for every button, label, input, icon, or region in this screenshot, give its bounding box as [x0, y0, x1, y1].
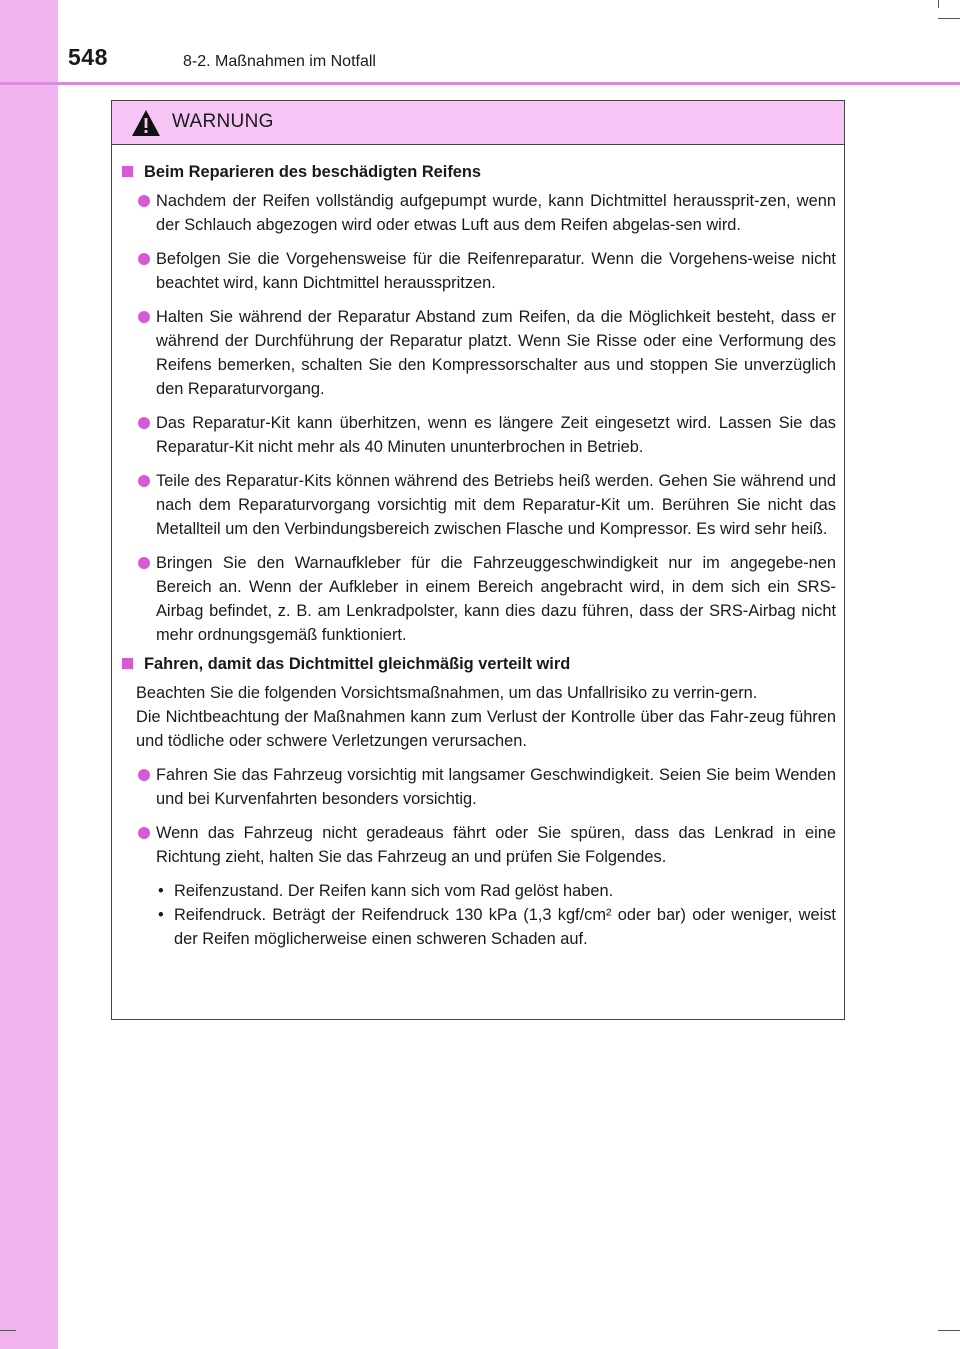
list-item-text: Wenn das Fahrzeug nicht geradeaus fährt oder Sie spüren, dass das Lenkrad in eine Richtung zieht, halten Sie das Fahrzeug an und prüfen Sie Folgendes.: [156, 824, 836, 866]
warning-header: [112, 101, 844, 145]
sub-list-item: [120, 903, 836, 951]
list-item: [120, 189, 836, 237]
section-title: 8-2. Maßnahmen im Notfall: [183, 53, 376, 70]
sub-list-item-text: Reifendruck. Beträgt der Reifendruck 130 kPa (1,3 kgf/cm² oder bar) oder weniger, weist der Reifen möglicherweise einen schweren Schaden auf.: [174, 906, 836, 948]
round-bullet-icon: [138, 195, 150, 207]
list-item-text: Fahren Sie das Fahrzeug vorsichtig mit langsamer Geschwindigkeit. Seien Sie beim Wenden und bei Kurvenfahrten besonders vorsichtig.: [156, 766, 836, 808]
sub-list-item-text: Reifenzustand. Der Reifen kann sich vom Rad gelöst haben.: [174, 882, 614, 900]
square-bullet-icon: [122, 166, 133, 177]
small-bullet-icon: •: [158, 906, 164, 924]
crop-mark: [938, 1330, 960, 1331]
list-item-text: Das Reparatur-Kit kann überhitzen, wenn es längere Zeit eingesetzt wird. Lassen Sie das Reparatur-Kit nicht mehr als 40 Minuten ununterbrochen in Betrieb.: [156, 414, 836, 456]
square-bullet-icon: [122, 658, 133, 669]
paragraph-text: Die Nichtbeachtung der Maßnahmen kann zum Verlust der Kontrolle über das Fahr-zeug führen und tödliche oder schwere Verletzungen verursachen.: [136, 708, 836, 750]
list-item-text: Bringen Sie den Warnaufkleber für die Fahrzeuggeschwindigkeit nur im angegebe-nen Bereich an. Wenn der Aufkleber in einem Bereich angebracht wird, in dem sich ein SRS-Airbag befindet, z. B. am Lenkradpolster, kann dies dazu führen, dass der SRS-Airbag nicht mehr ordnungsgemäß funktioniert.: [156, 554, 836, 644]
paragraph-text: Beachten Sie die folgenden Vorsichtsmaßnahmen, um das Unfallrisiko zu verrin-gern.: [136, 684, 758, 702]
crop-mark: [938, 0, 939, 8]
list-item: [120, 469, 836, 541]
section-heading: [120, 160, 836, 184]
warning-title: WARNUNG: [172, 111, 274, 132]
section-heading: [120, 652, 836, 676]
round-bullet-icon: [138, 417, 150, 429]
list-item-text: Nachdem der Reifen vollständig aufgepumpt wurde, kann Dichtmittel heraussprit-zen, wenn der Schlauch abgezogen wird oder etwas Luft aus dem Reifen abgelas-sen wird.: [156, 192, 836, 234]
round-bullet-icon: [138, 557, 150, 569]
paragraph: [120, 681, 836, 705]
header-rule: [0, 82, 960, 85]
section-heading-text: Fahren, damit das Dichtmittel gleichmäßig verteilt wird: [144, 655, 571, 673]
list-item-text: Halten Sie während der Reparatur Abstand zum Reifen, da die Möglichkeit besteht, dass er während der Durchführung der Reparatur platzt. Wenn Sie Risse oder eine Verformung des Reifens bemerken, schalten Sie den Kompressorschalter aus und stoppen Sie unverzüglich den Reparaturvorgang.: [156, 308, 836, 398]
round-bullet-icon: [138, 827, 150, 839]
round-bullet-icon: [138, 253, 150, 265]
small-bullet-icon: •: [158, 882, 164, 900]
round-bullet-icon: [138, 311, 150, 323]
list-item: [120, 763, 836, 811]
list-item: [120, 247, 836, 295]
crop-mark: [0, 1330, 16, 1331]
warning-box: [111, 100, 845, 1020]
section-heading-text: Beim Reparieren des beschädigten Reifens: [144, 163, 482, 181]
warning-body: [112, 145, 844, 951]
round-bullet-icon: [138, 769, 150, 781]
list-item: [120, 551, 836, 647]
list-item: [120, 411, 836, 459]
list-item-text: Befolgen Sie die Vorgehensweise für die Reifenreparatur. Wenn die Vorgehens-weise nicht beachtet wird, kann Dichtmittel herausspritzen.: [156, 250, 836, 292]
list-item: [120, 305, 836, 401]
paragraph: [120, 705, 836, 753]
list-item-text: Teile des Reparatur-Kits können während des Betriebs heiß werden. Gehen Sie während und nach dem Reparaturvorgang vorsichtig mit dem Reparatur-Kit um. Berühren Sie nicht das Metallteil um den Verbindungsbereich zwischen Flasche und Kompressor. Es wird sehr heiß.: [156, 472, 836, 538]
round-bullet-icon: [138, 475, 150, 487]
sub-list-item: [120, 879, 836, 903]
crop-mark: [938, 18, 960, 19]
page-number: 548: [68, 44, 108, 70]
warning-triangle-icon: [131, 109, 161, 137]
list-item: [120, 821, 836, 869]
side-tab-band: [0, 0, 58, 1349]
